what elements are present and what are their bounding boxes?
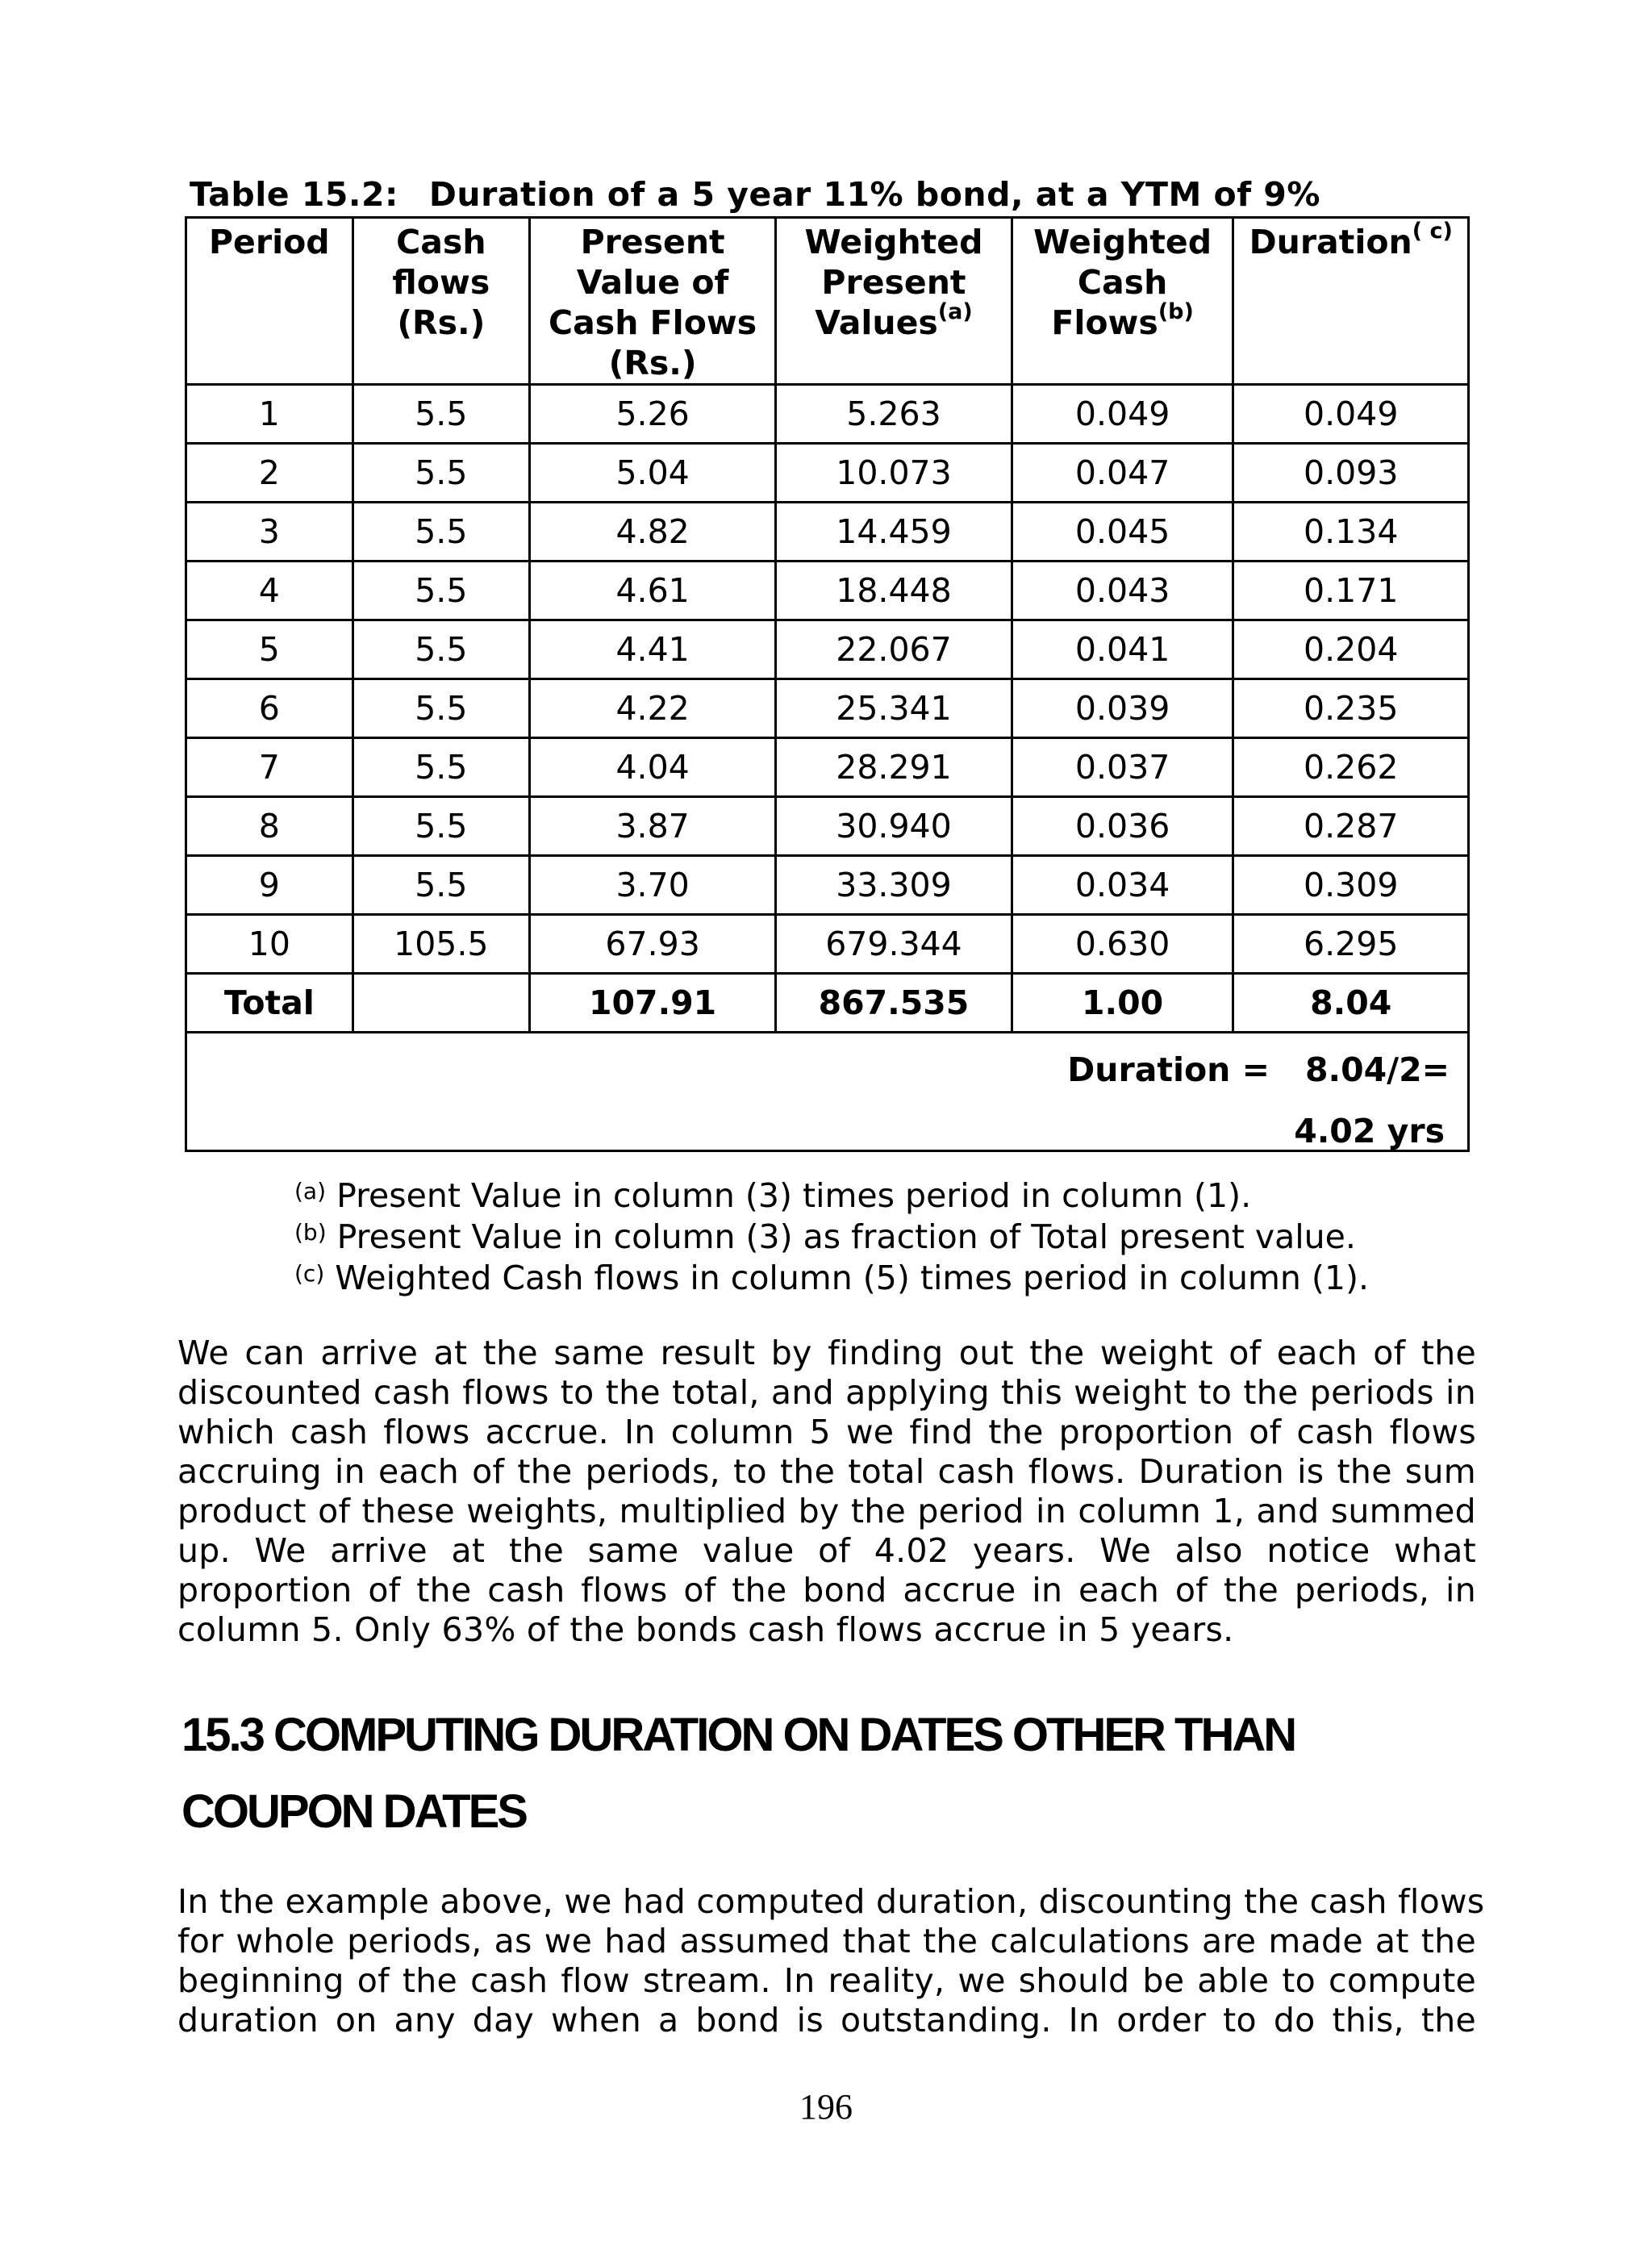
table-footnotes — [294, 1175, 1369, 1299]
table-cell: 5.04 — [530, 444, 776, 503]
table-row — [186, 856, 1469, 915]
table-cell: 679.344 — [776, 915, 1012, 974]
column-header-line — [1237, 219, 1464, 262]
column-header-line: flows — [392, 263, 490, 302]
table-row — [186, 444, 1469, 503]
column-header — [1233, 218, 1469, 385]
column-header-line: Period — [209, 223, 330, 261]
paragraph-line: accruing in each of the periods, to the total cash flows. Duration is the sum — [177, 1452, 1476, 1491]
footnote-marker: (a) — [294, 1178, 327, 1205]
table-cell: 67.93 — [530, 915, 776, 974]
column-header-line: (Rs.) — [397, 303, 486, 342]
table-cell: 5.5 — [353, 562, 529, 620]
duration-summary — [187, 1033, 1467, 1150]
table-cell: 5.5 — [353, 620, 529, 679]
table-cell: 4.04 — [530, 738, 776, 797]
table-cell: 0.049 — [1233, 385, 1469, 444]
column-header — [186, 218, 353, 385]
footnote-text: Present Value in column (3) times period in column (1). — [336, 1176, 1252, 1215]
table-cell: 33.309 — [776, 856, 1012, 915]
table-cell: 5.5 — [353, 444, 529, 503]
column-header — [353, 218, 529, 385]
footnote-marker: ( c) — [1412, 219, 1453, 244]
table-cell: 0.039 — [1012, 679, 1233, 738]
table-row — [186, 620, 1469, 679]
table-cell: 3 — [186, 503, 353, 562]
table-caption — [190, 175, 1320, 214]
table-cell: 5 — [186, 620, 353, 679]
table-cell: 5.5 — [353, 856, 529, 915]
table-cell: 10 — [186, 915, 353, 974]
paragraph-line: We can arrive at the same result by finding out the weight of each of the — [177, 1334, 1476, 1372]
column-header-line: Weighted — [804, 223, 983, 261]
footnote-marker: (a) — [937, 299, 973, 325]
table-cell: 5.5 — [353, 679, 529, 738]
total-cell — [353, 974, 529, 1033]
total-cell: 8.04 — [1233, 974, 1469, 1033]
column-header-line: Present — [821, 263, 966, 302]
table-cell: 3.70 — [530, 856, 776, 915]
table-cell: 0.047 — [1012, 444, 1233, 503]
table-cell: 0.630 — [1012, 915, 1233, 974]
table-cell: 0.287 — [1233, 797, 1469, 856]
table-caption-label: Table 15.2: — [190, 175, 398, 214]
duration-label: Duration = — [1067, 1050, 1270, 1089]
table-cell: 4 — [186, 562, 353, 620]
table-cell: 5.26 — [530, 385, 776, 444]
footnote-text: Present Value in column (3) as fraction of Total present value. — [336, 1217, 1356, 1256]
footnote — [294, 1175, 1369, 1217]
table-cell: 5.5 — [353, 503, 529, 562]
table-cell: 18.448 — [776, 562, 1012, 620]
total-cell: Total — [186, 974, 353, 1033]
table-cell: 6 — [186, 679, 353, 738]
table-cell: 5.5 — [353, 738, 529, 797]
footnote — [294, 1217, 1369, 1258]
table-cell: 0.036 — [1012, 797, 1233, 856]
table-cell: 4.41 — [530, 620, 776, 679]
table-cell: 9 — [186, 856, 353, 915]
footnote — [294, 1258, 1369, 1299]
table-cell: 0.093 — [1233, 444, 1469, 503]
table-cell: 4.22 — [530, 679, 776, 738]
table-cell: 5.5 — [353, 385, 529, 444]
column-header-line: Cash Flows — [549, 303, 757, 342]
table-header-row — [186, 218, 1469, 385]
table-cell: 4.61 — [530, 562, 776, 620]
paragraph-line: product of these weights, multiplied by the period in column 1, and summed — [177, 1492, 1476, 1530]
column-header-line: Weighted — [1033, 223, 1212, 261]
paragraph-line: beginning of the cash flow stream. In reality, we should be able to compute — [177, 1961, 1476, 2000]
section-heading — [181, 1697, 1295, 1850]
table-cell: 5.263 — [776, 385, 1012, 444]
table-caption-title: Duration of a 5 year 11% bond, at a YTM of 9% — [428, 175, 1320, 214]
footnote-marker: (b) — [1158, 299, 1194, 325]
table-row — [186, 562, 1469, 620]
table-cell: 0.309 — [1233, 856, 1469, 915]
total-cell: 107.91 — [530, 974, 776, 1033]
total-cell: 1.00 — [1012, 974, 1233, 1033]
table-cell: 6.295 — [1233, 915, 1469, 974]
duration-table — [185, 216, 1470, 1152]
table-row — [186, 797, 1469, 856]
table-cell: 0.049 — [1012, 385, 1233, 444]
table-cell: 2 — [186, 444, 353, 503]
footnote-text: Weighted Cash flows in column (5) times period in column (1). — [335, 1259, 1370, 1297]
paragraph-line: proportion of the cash flows of the bond accrue in each of the periods, in — [177, 1571, 1476, 1609]
paragraph-line: In the example above, we had computed duration, discounting the cash flows — [177, 1882, 1485, 1921]
table-cell: 28.291 — [776, 738, 1012, 797]
table-row — [186, 503, 1469, 562]
table-cell: 1 — [186, 385, 353, 444]
table-cell: 8 — [186, 797, 353, 856]
total-row — [186, 974, 1469, 1033]
paragraph-line: for whole periods, as we had assumed that the calculations are made at the — [177, 1922, 1476, 1960]
table-cell: 0.041 — [1012, 620, 1233, 679]
duration-summary-cell — [186, 1033, 1469, 1151]
table-cell: 0.134 — [1233, 503, 1469, 562]
column-header — [1012, 218, 1233, 385]
column-header — [530, 218, 776, 385]
column-header-line: Present — [580, 223, 725, 261]
table-cell: 14.459 — [776, 503, 1012, 562]
column-header-line: Value of — [576, 263, 729, 302]
table-cell: 10.073 — [776, 444, 1012, 503]
page-number: 196 — [799, 2087, 853, 2127]
footnote-marker: (b) — [294, 1219, 327, 1246]
table-cell: 5.5 — [353, 797, 529, 856]
section-heading-line: 15.3 COMPUTING DURATION ON DATES OTHER THAN — [181, 1709, 1295, 1761]
column-header-line: Cash — [396, 223, 486, 261]
table-cell: 0.204 — [1233, 620, 1469, 679]
table-cell: 0.045 — [1012, 503, 1233, 562]
footnote-marker: (c) — [294, 1260, 325, 1287]
duration-expression: 8.04/2= — [1304, 1050, 1450, 1089]
paragraph-line: duration on any day when a bond is outstanding. In order to do this, the — [177, 2001, 1476, 2040]
column-header — [776, 218, 1012, 385]
table-cell: 25.341 — [776, 679, 1012, 738]
column-header-text: Flows — [1051, 303, 1158, 342]
table-cell: 4.82 — [530, 503, 776, 562]
column-header-line — [1016, 299, 1229, 343]
column-header-text: Duration — [1249, 223, 1412, 261]
table-row — [186, 385, 1469, 444]
table-cell: 0.034 — [1012, 856, 1233, 915]
table-cell: 0.037 — [1012, 738, 1233, 797]
duration-result: 4.02 yrs — [1294, 1112, 1445, 1150]
table-row — [186, 679, 1469, 738]
table-cell: 3.87 — [530, 797, 776, 856]
table-cell: 0.235 — [1233, 679, 1469, 738]
table-cell: 22.067 — [776, 620, 1012, 679]
duration-summary-row — [186, 1033, 1469, 1151]
table-cell: 0.262 — [1233, 738, 1469, 797]
paragraph-line: up. We arrive at the same value of 4.02 years. We also notice what — [177, 1531, 1476, 1570]
column-header-line: Cash — [1077, 263, 1168, 302]
table-body — [186, 385, 1469, 1151]
table-row — [186, 738, 1469, 797]
paragraph-line: which cash flows accrue. In column 5 we find the proportion of cash flows — [177, 1413, 1476, 1451]
paragraph-line: column 5. Only 63% of the bonds cash flows accrue in 5 years. — [177, 1610, 1234, 1649]
column-header-line: (Rs.) — [608, 344, 697, 382]
table-row — [186, 915, 1469, 974]
column-header-line — [780, 299, 1007, 343]
table-cell: 30.940 — [776, 797, 1012, 856]
column-header-text: Values — [815, 303, 938, 342]
table-cell: 105.5 — [353, 915, 529, 974]
paragraph-line: discounted cash flows to the total, and applying this weight to the periods in — [177, 1373, 1476, 1412]
table-cell: 7 — [186, 738, 353, 797]
total-cell: 867.535 — [776, 974, 1012, 1033]
paragraph-intro — [177, 1882, 1485, 2040]
table-cell: 0.043 — [1012, 562, 1233, 620]
paragraph-weights — [177, 1334, 1476, 1650]
section-heading-line: COUPON DATES — [181, 1785, 526, 1838]
table-cell: 0.171 — [1233, 562, 1469, 620]
